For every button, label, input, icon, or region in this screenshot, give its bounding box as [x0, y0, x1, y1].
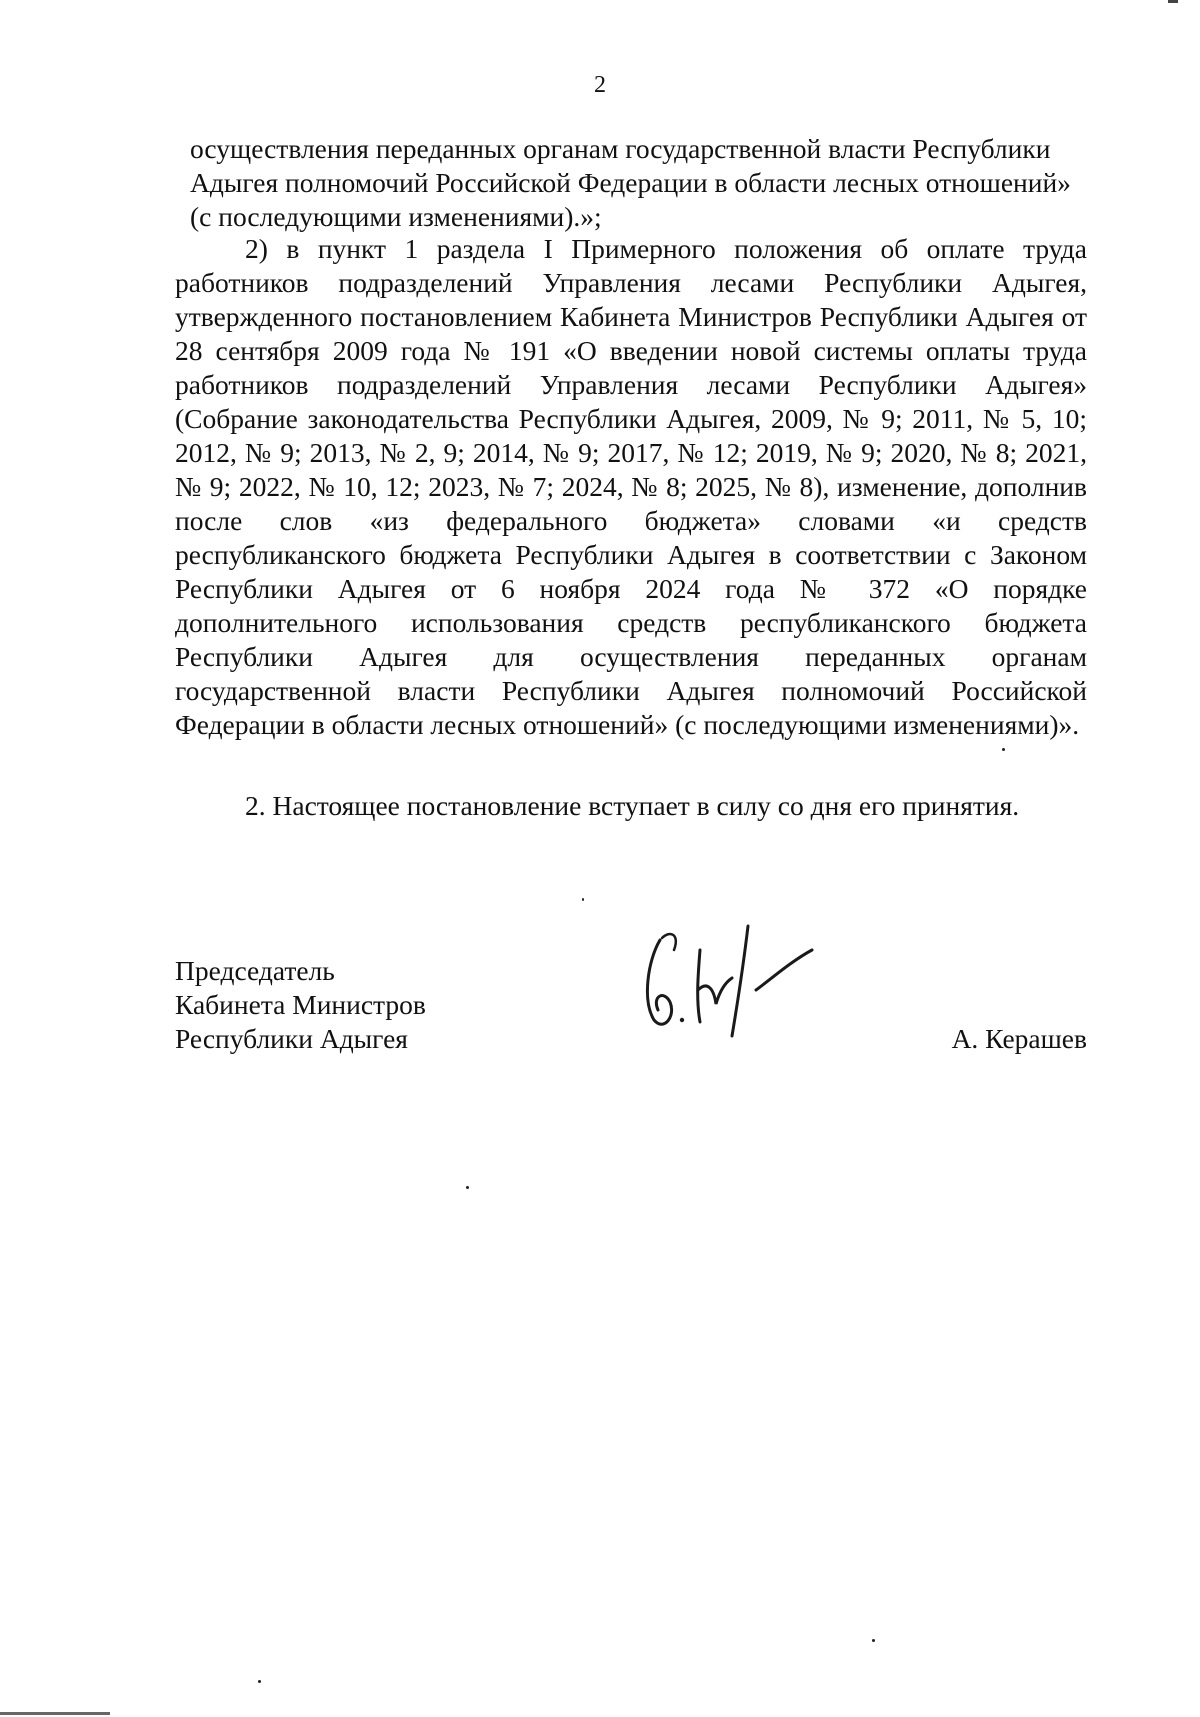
handwritten-signature — [640, 920, 830, 1040]
scan-speck — [258, 1680, 261, 1683]
signatory-title — [175, 954, 426, 1056]
signatory-title-line: Республики Адыгея — [175, 1023, 408, 1054]
paragraph-entry-into-force: 2. Настоящее постановление вступает в силу со дня его принятия. — [245, 790, 1020, 821]
scan-edge-mark — [0, 1712, 110, 1715]
paragraph-item-2: 2) в пункт 1 раздела I Примерного положения об оплате труда работников подразделений Управления лесами Республики Адыгея, утвержденного постановлением Кабинета Министров Республики Адыгея от 28 сентября 2009 года № 191 «О введении новой системы оплаты труда работников подразделений Управления лесами Республики Адыгея» (Собрание законодательства Республики Адыгея, 2009, № 9; 2011, № 5, 10; 2012, № 9; 2013, № 2, 9; 2014, № 9; 2017, № 12; 2019, № 9; 2020, № 8; 2021, № 9; 2022, № 10, 12; 2023, № 7; 2024, № 8; 2025, № 8), изменение, дополнив после слов «из федерального бюджета» словами «и средств республиканского бюджета Республики Адыгея в соответствии с Законом Республики Адыгея от 6 ноября 2024 года № 372 «О порядке дополнительного использования средств республиканского бюджета Республики Адыгея для осуществления переданных органам государственной власти Республики Адыгея полномочий Российской Федерации в области лесных отношений» (с последующими изменениями)». — [175, 233, 1087, 740]
scan-edge-mark — [1168, 0, 1178, 3]
scan-speck — [466, 1186, 469, 1189]
paragraph-continuation: осуществления переданных органам государственной власти Республики Адыгея полномочий Российской Федерации в области лесных отношений» (с последующими изменениями).»; — [190, 133, 1071, 232]
scan-speck — [872, 1639, 875, 1642]
signatory-title-line: Кабинета Министров — [175, 989, 426, 1020]
scan-speck — [1002, 748, 1005, 751]
scan-speck — [582, 898, 584, 901]
page-number: 2 — [594, 72, 606, 98]
signatory-name: А. Керашев — [951, 1023, 1087, 1054]
signatory-title-line: Председатель — [175, 955, 335, 986]
